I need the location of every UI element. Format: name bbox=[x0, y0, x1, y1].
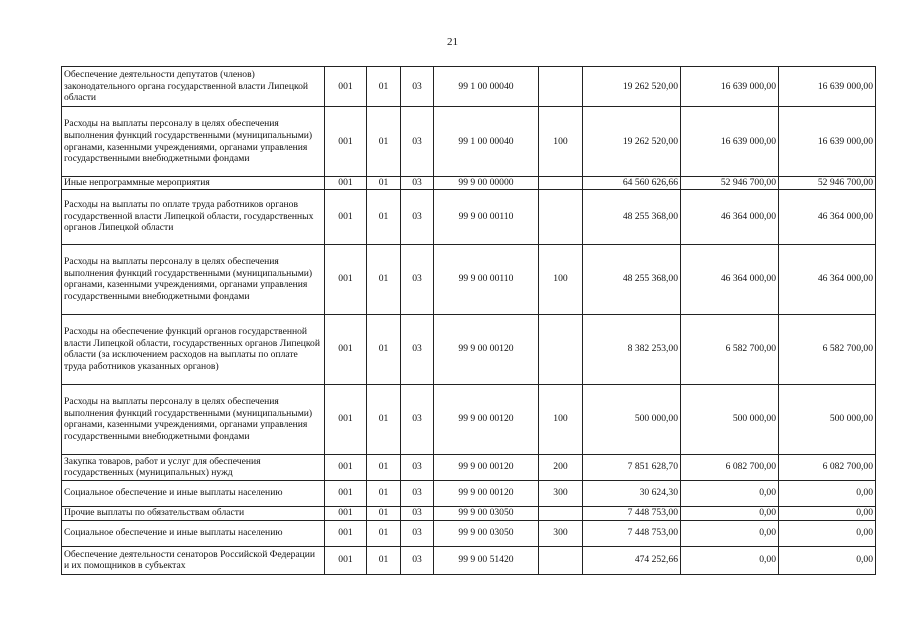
cell-vr bbox=[539, 546, 583, 574]
cell-sum-3: 46 364 000,00 bbox=[779, 244, 876, 314]
cell-csr: 99 9 00 00000 bbox=[434, 177, 539, 190]
cell-rz: 01 bbox=[367, 177, 401, 190]
cell-pr: 03 bbox=[401, 520, 434, 546]
cell-sum-1: 30 624,30 bbox=[583, 480, 681, 506]
cell-vr: 200 bbox=[539, 454, 583, 480]
row-description: Иные непрограммные мероприятия bbox=[62, 177, 325, 190]
table-row bbox=[62, 384, 876, 454]
cell-sum-1: 48 255 368,00 bbox=[583, 244, 681, 314]
row-description: Расходы на выплаты персоналу в целях обеспечения выполнения функций государственными (муниципальными) органами, казенными учреждениями, органами управления государственными внебюджетными фондами bbox=[62, 107, 325, 177]
table-row bbox=[62, 314, 876, 384]
cell-gr: 001 bbox=[325, 546, 367, 574]
cell-gr: 001 bbox=[325, 107, 367, 177]
cell-sum-1: 19 262 520,00 bbox=[583, 67, 681, 107]
cell-vr bbox=[539, 67, 583, 107]
cell-sum-1: 474 252,66 bbox=[583, 546, 681, 574]
row-description: Прочие выплаты по обязательствам области bbox=[62, 506, 325, 520]
table-row bbox=[62, 107, 876, 177]
table-row bbox=[62, 520, 876, 546]
cell-rz: 01 bbox=[367, 314, 401, 384]
cell-rz: 01 bbox=[367, 67, 401, 107]
cell-rz: 01 bbox=[367, 244, 401, 314]
cell-sum-3: 16 639 000,00 bbox=[779, 107, 876, 177]
cell-gr: 001 bbox=[325, 67, 367, 107]
cell-csr: 99 9 00 03050 bbox=[434, 520, 539, 546]
table-row bbox=[62, 506, 876, 520]
cell-vr bbox=[539, 189, 583, 244]
cell-csr: 99 9 00 00120 bbox=[434, 454, 539, 480]
cell-sum-3: 52 946 700,00 bbox=[779, 177, 876, 190]
cell-sum-1: 7 448 753,00 bbox=[583, 506, 681, 520]
cell-gr: 001 bbox=[325, 189, 367, 244]
cell-pr: 03 bbox=[401, 67, 434, 107]
cell-gr: 001 bbox=[325, 384, 367, 454]
cell-sum-1: 500 000,00 bbox=[583, 384, 681, 454]
row-description: Социальное обеспечение и иные выплаты населению bbox=[62, 480, 325, 506]
cell-gr: 001 bbox=[325, 177, 367, 190]
cell-rz: 01 bbox=[367, 189, 401, 244]
cell-sum-3: 500 000,00 bbox=[779, 384, 876, 454]
cell-csr: 99 9 00 00120 bbox=[434, 314, 539, 384]
row-description: Обеспечение деятельности сенаторов Российской Федерации и их помощников в субъектах bbox=[62, 546, 325, 574]
cell-csr: 99 9 00 00110 bbox=[434, 244, 539, 314]
cell-vr bbox=[539, 314, 583, 384]
row-description: Расходы на обеспечение функций органов государственной власти Липецкой области, государственных органов Липецкой области (за исключением расходов на выплаты по оплате труда работников указанных органов) bbox=[62, 314, 325, 384]
cell-csr: 99 9 00 00110 bbox=[434, 189, 539, 244]
cell-sum-2: 0,00 bbox=[681, 506, 779, 520]
cell-rz: 01 bbox=[367, 384, 401, 454]
table-row bbox=[62, 244, 876, 314]
cell-rz: 01 bbox=[367, 480, 401, 506]
cell-sum-2: 0,00 bbox=[681, 480, 779, 506]
cell-sum-1: 7 448 753,00 bbox=[583, 520, 681, 546]
cell-pr: 03 bbox=[401, 454, 434, 480]
cell-sum-2: 16 639 000,00 bbox=[681, 67, 779, 107]
cell-pr: 03 bbox=[401, 506, 434, 520]
cell-csr: 99 1 00 00040 bbox=[434, 67, 539, 107]
cell-sum-3: 0,00 bbox=[779, 546, 876, 574]
table-row bbox=[62, 67, 876, 107]
cell-sum-2: 52 946 700,00 bbox=[681, 177, 779, 190]
cell-pr: 03 bbox=[401, 244, 434, 314]
cell-sum-1: 8 382 253,00 bbox=[583, 314, 681, 384]
table-row bbox=[62, 189, 876, 244]
row-description: Социальное обеспечение и иные выплаты населению bbox=[62, 520, 325, 546]
cell-csr: 99 9 00 03050 bbox=[434, 506, 539, 520]
cell-sum-1: 48 255 368,00 bbox=[583, 189, 681, 244]
cell-csr: 99 9 00 00120 bbox=[434, 384, 539, 454]
cell-sum-2: 0,00 bbox=[681, 546, 779, 574]
cell-pr: 03 bbox=[401, 107, 434, 177]
cell-sum-2: 46 364 000,00 bbox=[681, 244, 779, 314]
cell-pr: 03 bbox=[401, 546, 434, 574]
cell-rz: 01 bbox=[367, 546, 401, 574]
cell-sum-3: 6 082 700,00 bbox=[779, 454, 876, 480]
cell-sum-1: 64 560 626,66 bbox=[583, 177, 681, 190]
cell-csr: 99 1 00 00040 bbox=[434, 107, 539, 177]
table-row bbox=[62, 480, 876, 506]
cell-vr: 300 bbox=[539, 520, 583, 546]
cell-sum-3: 0,00 bbox=[779, 506, 876, 520]
cell-sum-3: 6 582 700,00 bbox=[779, 314, 876, 384]
cell-pr: 03 bbox=[401, 177, 434, 190]
row-description: Закупка товаров, работ и услуг для обеспечения государственных (муниципальных) нужд bbox=[62, 454, 325, 480]
cell-sum-1: 19 262 520,00 bbox=[583, 107, 681, 177]
cell-gr: 001 bbox=[325, 520, 367, 546]
cell-vr bbox=[539, 506, 583, 520]
table-row bbox=[62, 546, 876, 574]
cell-rz: 01 bbox=[367, 107, 401, 177]
cell-sum-3: 0,00 bbox=[779, 480, 876, 506]
cell-pr: 03 bbox=[401, 314, 434, 384]
cell-pr: 03 bbox=[401, 189, 434, 244]
cell-pr: 03 bbox=[401, 480, 434, 506]
cell-vr bbox=[539, 177, 583, 190]
cell-sum-1: 7 851 628,70 bbox=[583, 454, 681, 480]
cell-sum-3: 16 639 000,00 bbox=[779, 67, 876, 107]
cell-sum-2: 500 000,00 bbox=[681, 384, 779, 454]
cell-csr: 99 9 00 51420 bbox=[434, 546, 539, 574]
row-description: Расходы на выплаты по оплате труда работников органов государственной власти Липецкой области, государственных органов Липецкой области bbox=[62, 189, 325, 244]
cell-vr: 100 bbox=[539, 384, 583, 454]
cell-vr: 100 bbox=[539, 107, 583, 177]
cell-sum-2: 0,00 bbox=[681, 520, 779, 546]
cell-rz: 01 bbox=[367, 454, 401, 480]
cell-sum-2: 16 639 000,00 bbox=[681, 107, 779, 177]
page-number: 21 bbox=[447, 36, 458, 48]
cell-sum-2: 46 364 000,00 bbox=[681, 189, 779, 244]
cell-gr: 001 bbox=[325, 454, 367, 480]
budget-table bbox=[61, 66, 876, 575]
cell-csr: 99 9 00 00120 bbox=[434, 480, 539, 506]
row-description: Обеспечение деятельности депутатов (членов) законодательного органа государственной власти Липецкой области bbox=[62, 67, 325, 107]
cell-sum-3: 46 364 000,00 bbox=[779, 189, 876, 244]
cell-sum-2: 6 082 700,00 bbox=[681, 454, 779, 480]
cell-rz: 01 bbox=[367, 520, 401, 546]
cell-rz: 01 bbox=[367, 506, 401, 520]
cell-vr: 100 bbox=[539, 244, 583, 314]
cell-gr: 001 bbox=[325, 314, 367, 384]
cell-gr: 001 bbox=[325, 244, 367, 314]
cell-sum-3: 0,00 bbox=[779, 520, 876, 546]
row-description: Расходы на выплаты персоналу в целях обеспечения выполнения функций государственными (муниципальными) органами, казенными учреждениями, органами управления государственными внебюджетными фондами bbox=[62, 244, 325, 314]
row-description: Расходы на выплаты персоналу в целях обеспечения выполнения функций государственными (муниципальными) органами, казенными учреждениями, органами управления государственными внебюджетными фондами bbox=[62, 384, 325, 454]
table-row bbox=[62, 454, 876, 480]
cell-sum-2: 6 582 700,00 bbox=[681, 314, 779, 384]
cell-vr: 300 bbox=[539, 480, 583, 506]
cell-gr: 001 bbox=[325, 480, 367, 506]
table-row bbox=[62, 177, 876, 190]
cell-pr: 03 bbox=[401, 384, 434, 454]
cell-gr: 001 bbox=[325, 506, 367, 520]
